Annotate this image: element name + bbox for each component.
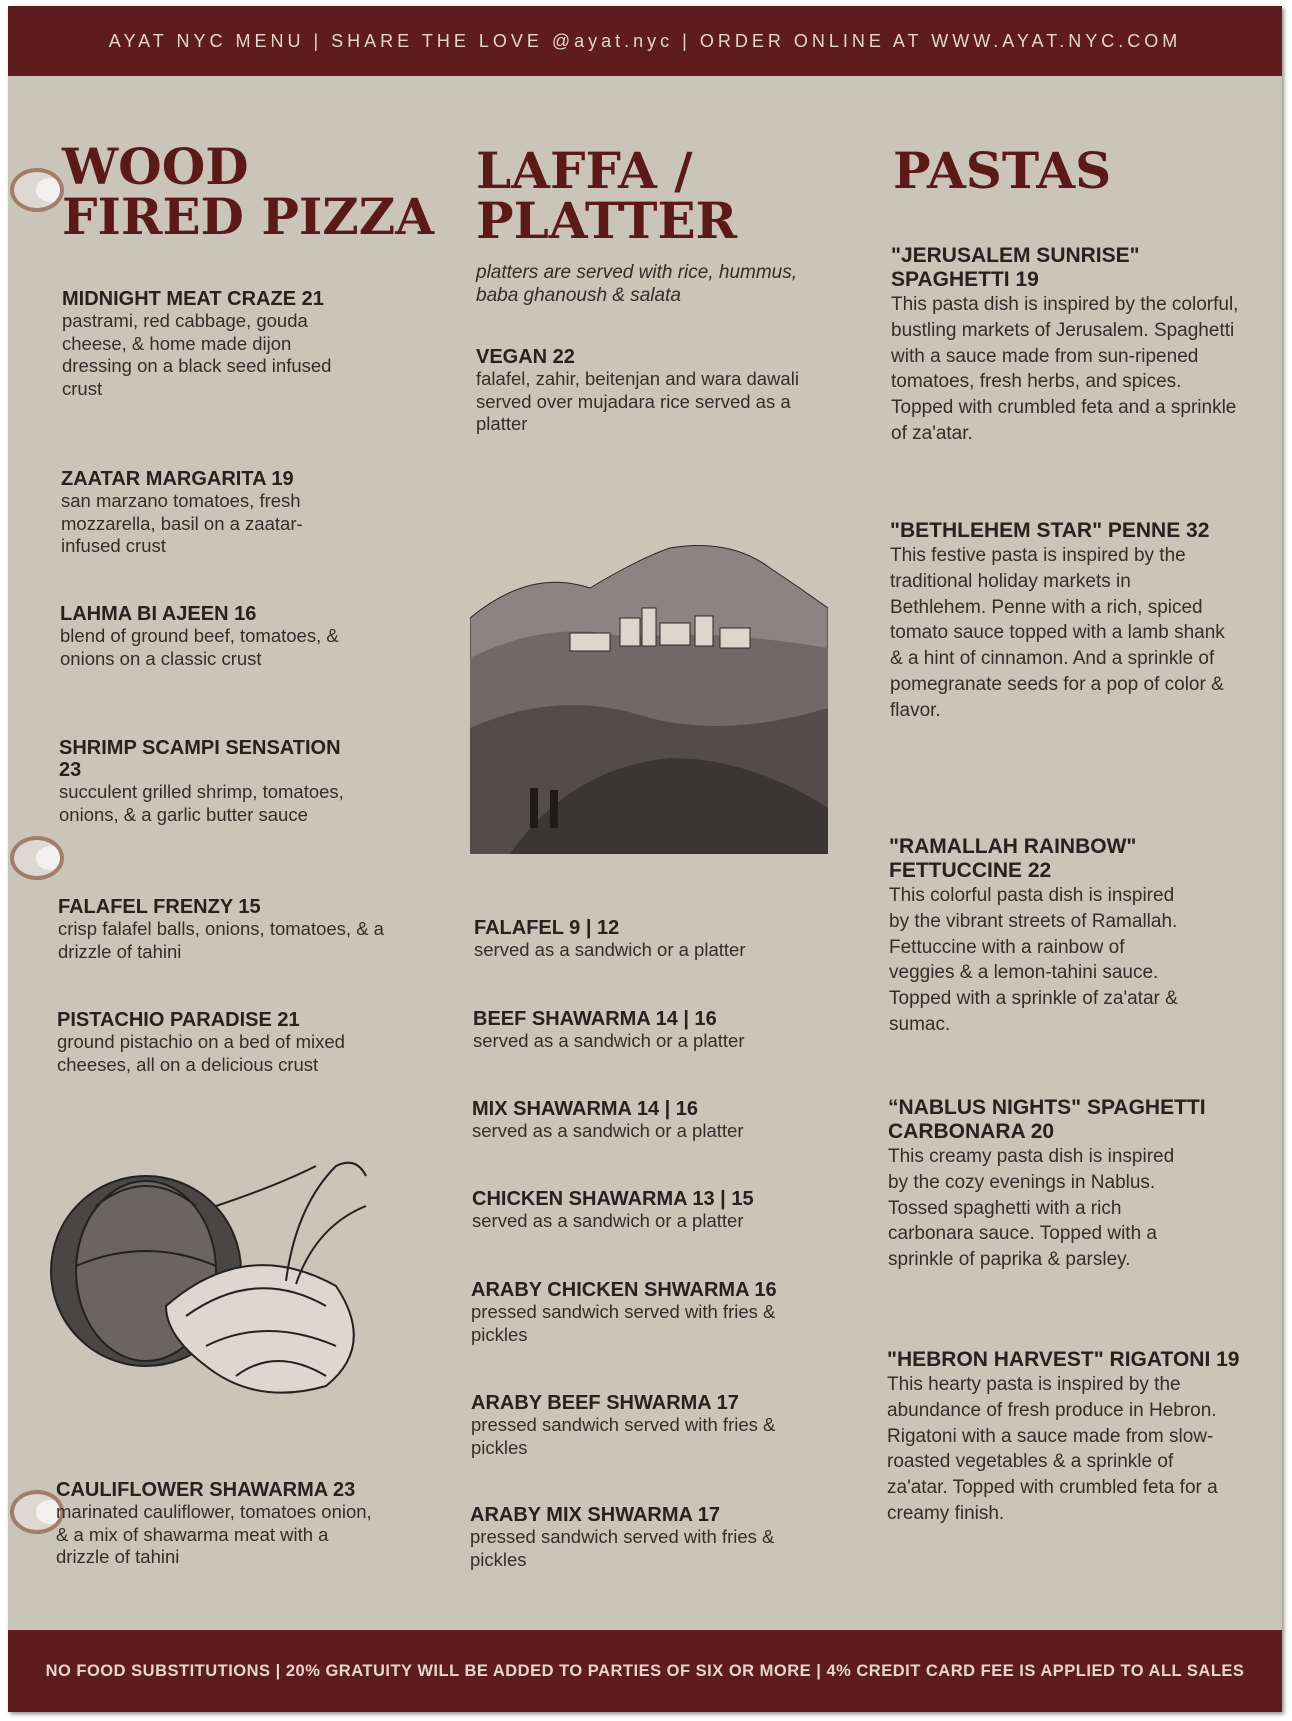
header-text: AYAT NYC MENU | SHARE THE LOVE @ayat.nyc | ORDER ONLINE AT WWW.AYAT.NYC.COM xyxy=(108,30,1182,51)
item-description: san marzano tomatoes, fresh mozzarella, basil on a zaatar-infused crust xyxy=(61,490,303,556)
item-name: VEGAN 22 xyxy=(476,346,575,368)
laffa-heading-line1: LAFFA / xyxy=(476,141,693,200)
item-name: BEEF SHAWARMA 14 | 16 xyxy=(473,1008,717,1030)
item-name: MIX SHAWARMA 14 | 16 xyxy=(472,1098,699,1120)
item-name: LAHMA BI AJEEN 16 xyxy=(60,603,257,625)
item-name: FALAFEL FRENZY 15 xyxy=(58,896,261,918)
menu-item xyxy=(59,737,359,826)
item-name: ARABY CHICKEN SHWARMA 16 xyxy=(471,1279,777,1301)
platter-note: platters are served with rice, hummus, baba ghanoush & salata xyxy=(476,262,798,306)
item-description: This festive pasta is inspired by the traditional holiday markets in Bethlehem. Penne with a rich, spiced tomato sauce topped with a lamb shank & a hint of cinnamon. And a sprinkle of pomegranate seeds for a pop of color & flavor. xyxy=(890,545,1225,721)
item-name: ARABY BEEF SHWARMA 17 xyxy=(471,1392,739,1414)
menu-item xyxy=(61,468,361,558)
footer-band xyxy=(8,1630,1282,1712)
menu-item xyxy=(887,1348,1247,1527)
menu-item xyxy=(60,603,380,670)
menu-item xyxy=(474,917,864,962)
item-name: "BETHLEHEM STAR" PENNE 32 xyxy=(890,519,1210,542)
item-description: served as a sandwich or a platter xyxy=(472,1120,744,1141)
menu-item xyxy=(57,1009,367,1076)
item-description: falafel, zahir, beitenjan and wara dawali served over mujadara rice served as a platter xyxy=(476,368,799,434)
item-description: This colorful pasta dish is inspired by the vibrant streets of Ramallah. Fettuccine with a rainbow of veggies & a lemon-tahini sauce. Topped with a sprinkle of za'atar & sumac. xyxy=(889,885,1178,1035)
item-name: "RAMALLAH RAINBOW" FETTUCCINE 22 xyxy=(889,835,1137,882)
item-description: crisp falafel balls, onions, tomatoes, & a drizzle of tahini xyxy=(58,918,384,962)
item-description: pressed sandwich served with fries & pickles xyxy=(470,1526,775,1570)
item-description: served as a sandwich or a platter xyxy=(474,939,746,960)
menu-item xyxy=(471,1392,861,1459)
item-description: This pasta dish is inspired by the colorful, bustling markets of Jerusalem. Spaghetti with a sauce made from sun-ripened tomatoes, fresh herbs, and spices. Topped with crumbled feta and a sprinkle of za'atar. xyxy=(891,294,1239,444)
pizza-heading-line2: FIRED PIZZA xyxy=(62,187,435,246)
item-name: SHRIMP SCAMPI SENSATION 23 xyxy=(59,737,341,781)
menu-item xyxy=(889,835,1239,1038)
item-description: ground pistachio on a bed of mixed cheeses, all on a delicious crust xyxy=(57,1031,345,1075)
item-name: FALAFEL 9 | 12 xyxy=(474,917,620,939)
item-name: MIDNIGHT MEAT CRAZE 21 xyxy=(62,288,324,310)
item-description: succulent grilled shrimp, tomatoes, onions, & a garlic butter sauce xyxy=(59,781,344,825)
item-name: “NABLUS NIGHTS" SPAGHETTI CARBONARA 20 xyxy=(888,1096,1206,1143)
item-name: PISTACHIO PARADISE 21 xyxy=(57,1009,300,1031)
menu-item xyxy=(62,288,362,400)
item-description: This hearty pasta is inspired by the abundance of fresh produce in Hebron. Rigatoni with a sauce made from slow-roasted vegetables & a sprinkle of za'atar. Topped with crumbled feta for a creamy finish. xyxy=(887,1374,1218,1524)
menu-item xyxy=(470,1504,860,1571)
item-description: pastrami, red cabbage, gouda cheese, & home made dijon dressing on a black seed infused crust xyxy=(62,310,332,399)
menu-item xyxy=(890,519,1240,724)
item-name: ZAATAR MARGARITA 19 xyxy=(61,468,294,490)
binder-ring xyxy=(10,836,64,880)
item-description: served as a sandwich or a platter xyxy=(472,1210,744,1231)
header-band xyxy=(8,6,1282,76)
menu-item xyxy=(891,244,1241,447)
item-description: marinated cauliflower, tomatoes onion, & a mix of shawarma meat with a drizzle of tahini xyxy=(56,1501,372,1567)
pizza-heading-line1: WOOD xyxy=(62,137,249,196)
item-description: pressed sandwich served with fries & pickles xyxy=(471,1301,776,1345)
item-name: CAULIFLOWER SHAWARMA 23 xyxy=(56,1479,356,1501)
pizza-heading xyxy=(62,137,435,246)
item-description: served as a sandwich or a platter xyxy=(473,1030,745,1051)
item-name: CHICKEN SHAWARMA 13 | 15 xyxy=(472,1188,754,1210)
laffa-heading-line2: PLATTER xyxy=(476,191,738,250)
item-name: ARABY MIX SHWARMA 17 xyxy=(470,1504,721,1526)
item-name: "JERUSALEM SUNRISE" SPAGHETTI 19 xyxy=(891,244,1140,291)
footer-text: NO FOOD SUBSTITUTIONS | 20% GRATUITY WILL BE ADDED TO PARTIES OF SIX OR MORE | 4% CREDIT CARD FEE IS APPLIED TO ALL SALES xyxy=(45,1661,1245,1680)
menu-item xyxy=(888,1096,1248,1273)
landscape-illustration xyxy=(470,508,828,854)
laffa-heading xyxy=(476,141,738,250)
menu-item xyxy=(473,1008,863,1053)
menu-item xyxy=(472,1188,862,1233)
menu-item xyxy=(472,1098,862,1143)
item-description: blend of ground beef, tomatoes, & onions on a classic crust xyxy=(60,625,339,669)
menu-item xyxy=(58,896,418,963)
pastas-heading: PASTAS xyxy=(893,141,1112,200)
onion-illustration xyxy=(36,1146,396,1396)
menu-item xyxy=(476,346,806,436)
menu-item xyxy=(56,1479,436,1569)
menu-item xyxy=(471,1279,861,1346)
item-description: This creamy pasta dish is inspired by the cozy evenings in Nablus. Tossed spaghetti with a rich carbonara sauce. Topped with a sprinkle of paprika & parsley. xyxy=(888,1146,1175,1271)
item-name: "HEBRON HARVEST" RIGATONI 19 xyxy=(887,1348,1240,1371)
item-description: pressed sandwich served with fries & pickles xyxy=(471,1414,776,1458)
binder-ring xyxy=(10,168,64,212)
